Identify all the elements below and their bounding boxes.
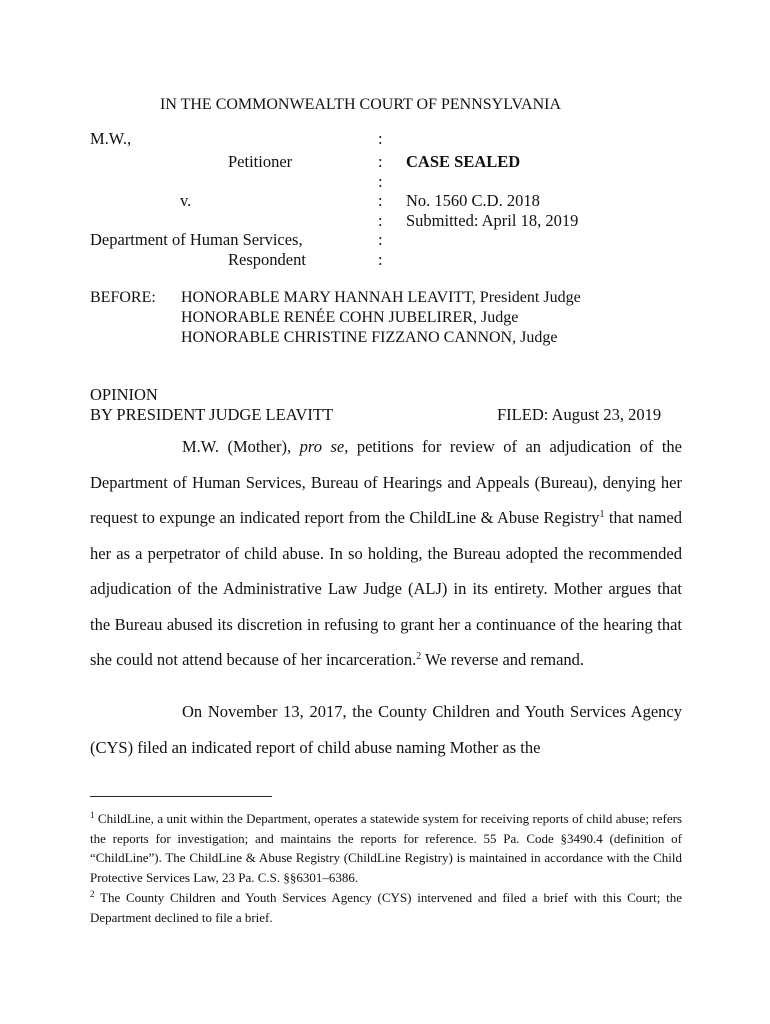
petitioner-name: M.W., (90, 129, 132, 148)
case-status: CASE SEALED (406, 152, 521, 171)
footnote-marker: 1 (90, 810, 95, 820)
caption-separator: : (378, 191, 383, 210)
docket-number: No. 1560 C.D. 2018 (406, 191, 540, 210)
opinion-author: BY PRESIDENT JUDGE LEAVITT (90, 405, 334, 424)
caption-separator: : (378, 230, 383, 249)
footnote: $^1$ ChildLine, a unit within the Department, operates a statewide system for receiving reports of child abuse; refers the reports for investigation; and maintains the reports for reference. 55 Pa. Code §3490.4 (definition of “ChildLine”). The ChildLine & Abuse Registry (ChildLine Registry) is maintained in accordance with the Child Protective Services Law, 23 Pa. C.S. §§6301–6386. (90, 810, 682, 885)
pro-se-italic: pro se (299, 437, 345, 456)
footnote: $^2$ The County Children and Youth Services Agency (CYS) intervened and filed a brief with this Court; the Department declined to file a brief. (90, 889, 682, 925)
caption-separator: : (378, 250, 383, 269)
judge-line: HONORABLE CHRISTINE FIZZANO CANNON, Judge (181, 329, 558, 346)
respondent-role: Respondent (228, 250, 306, 269)
body-paragraph: On November 13, 2017, the County Children and Youth Services Agency (CYS) filed an indicated report of child abuse naming Mother as the (90, 702, 682, 757)
judge-line: HONORABLE MARY HANNAH LEAVITT, President Judge (181, 289, 581, 306)
before-label: BEFORE: (90, 289, 156, 306)
opinion-heading: OPINION (90, 385, 158, 404)
court-heading: IN THE COMMONWEALTH COURT OF PENNSYLVANIA (160, 96, 561, 113)
caption-separator: : (378, 172, 383, 191)
caption-separator: : (378, 211, 383, 230)
versus: v. (180, 191, 192, 210)
footnote-rule (90, 796, 272, 797)
petitioner-role: Petitioner (228, 152, 293, 171)
caption-separator: : (378, 152, 383, 171)
filed-date: FILED: August 23, 2019 (497, 405, 662, 424)
body-paragraph: M.W. (Mother), pro se, petitions for review of an adjudication of the Department of Human Services, Bureau of Hearings and Appeals (Bureau), denying her request to expunge an indicated report from the ChildLine & Abuse Registry$^1$ that named her as a perpetrator of child abuse. In so holding, the Bureau adopted the recommended adjudication of the Administrative Law Judge (ALJ) in its entirety. Mother argues that the Bureau abused its discretion in refusing to grant her a continuance of the hearing that she could not attend because of her incarceration.$^2$ We reverse and remand. (90, 437, 682, 669)
respondent-name: Department of Human Services, (90, 230, 303, 249)
footnote-marker: 2 (90, 889, 95, 899)
judge-line: HONORABLE RENÉE COHN JUBELIRER, Judge (181, 309, 519, 326)
submitted-date: Submitted: April 18, 2019 (406, 211, 579, 230)
caption-separator: : (378, 129, 383, 148)
footnote-ref: 2 (416, 651, 422, 662)
footnote-ref: 1 (599, 509, 605, 520)
